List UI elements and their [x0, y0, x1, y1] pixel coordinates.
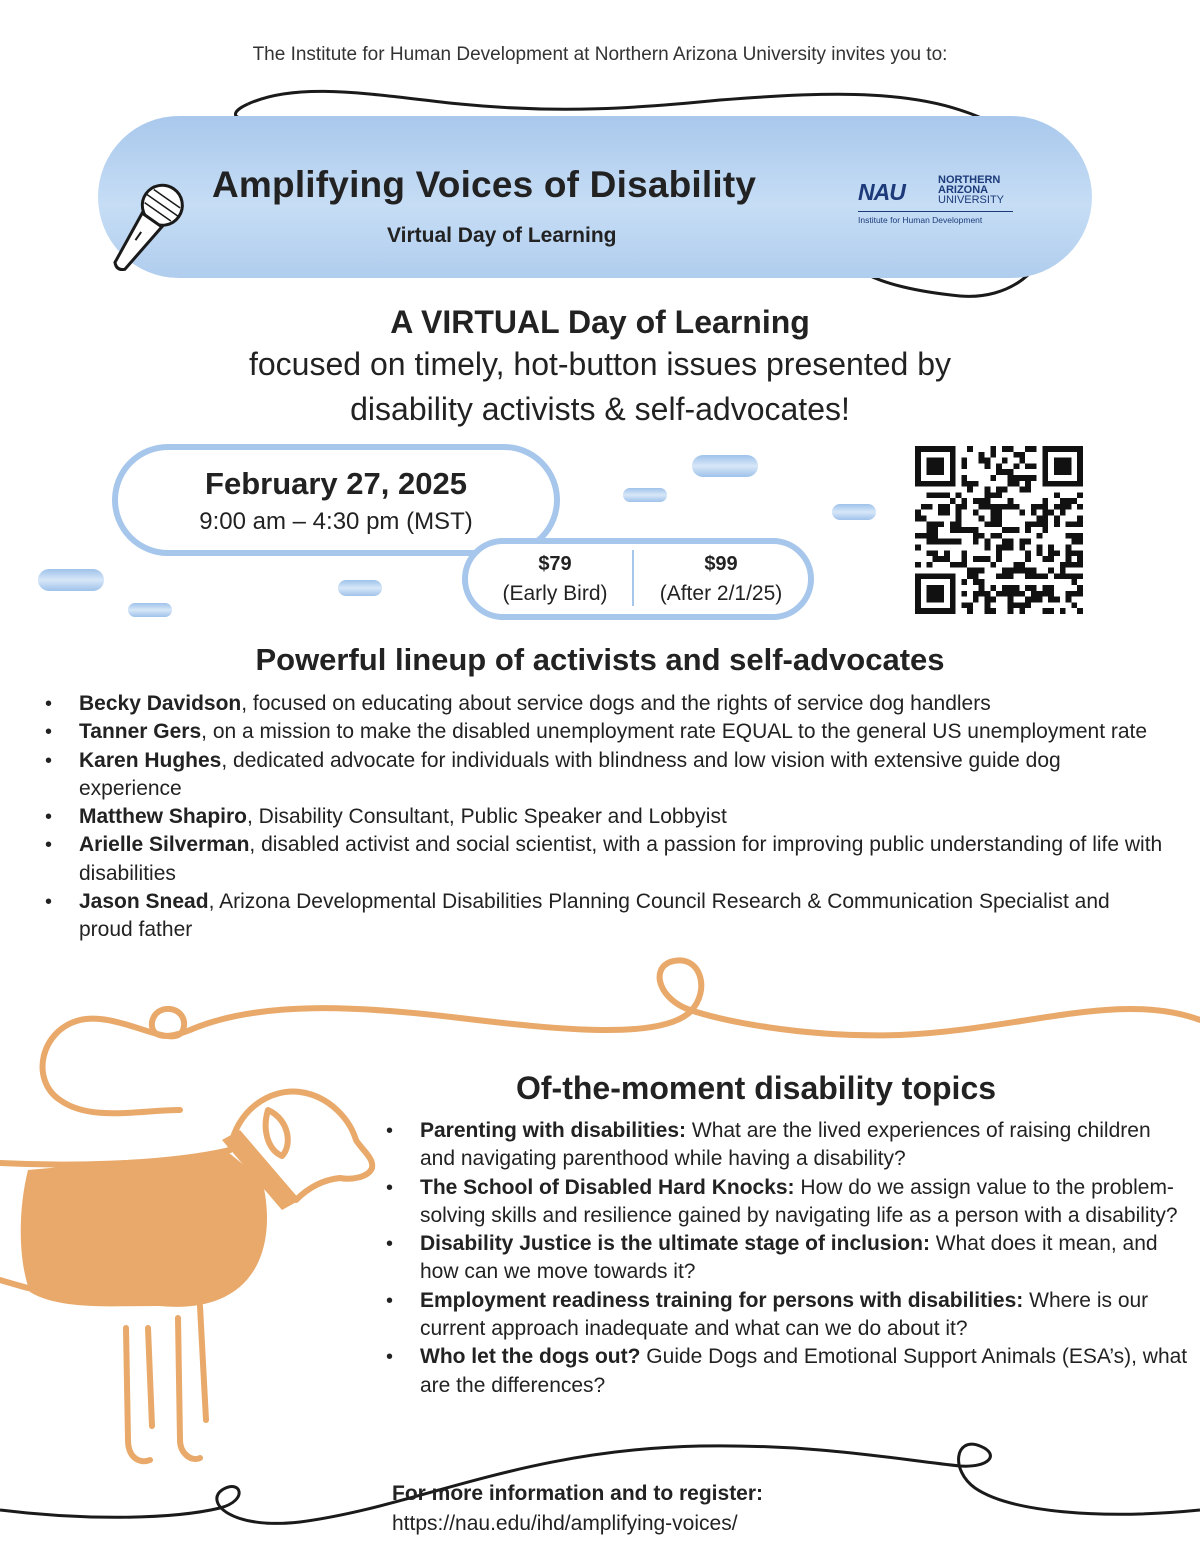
decorative-bubble [623, 488, 667, 502]
topic-name: Parenting with disabilities: [420, 1119, 687, 1142]
event-date: February 27, 2025 [205, 466, 467, 501]
qr-code-icon[interactable] [915, 446, 1083, 614]
price-label: (Early Bird) [502, 582, 608, 605]
speaker-desc: , focused on educating about service dogs and the rights of service dog handlers [241, 692, 991, 715]
speaker-desc: , Arizona Developmental Disabilities Planning Council Research & Communication Specialist and proud father [79, 890, 1110, 942]
topic-name: Who let the dogs out? [420, 1345, 641, 1369]
price-early-bird [470, 553, 640, 606]
topic-name: Employment readiness training for persons with disabilities: [420, 1288, 1024, 1312]
speaker-name: Becky Davidson [79, 692, 242, 715]
microphone-icon [92, 180, 192, 290]
invite-line: The Institute for Human Development at Northern Arizona University invites you to: [252, 44, 948, 65]
speaker-desc: , Disability Consultant, Public Speaker and Lobbyist [247, 805, 727, 829]
guide-dog-icon [0, 1070, 390, 1480]
list-item [420, 1174, 1190, 1231]
nau-logo-rule [858, 211, 1013, 212]
speaker-name: Jason Snead [79, 890, 209, 914]
topic-desc: Where is our current approach inadequate and what can we do about it? [420, 1288, 1149, 1341]
price-amount: $79 [538, 553, 572, 575]
price-divider [632, 550, 634, 606]
topic-desc: What are the lived experiences of raising children and navigating parenthood while having a disability? [420, 1119, 1151, 1171]
speaker-desc: , on a mission to make the disabled unemployment rate EQUAL to the general US unemployment rate [201, 720, 1148, 744]
register-link[interactable]: https://nau.edu/ihd/amplifying-voices/ [392, 1512, 738, 1535]
list-item [79, 690, 1169, 718]
list-item [79, 888, 1169, 945]
speaker-desc: , disabled activist and social scientist, with a passion for improving public understanding of life with disabilities [79, 833, 1163, 885]
decorative-bubble [338, 580, 382, 596]
topics-title: Of-the-moment disability topics [516, 1070, 997, 1106]
list-item [79, 747, 1169, 804]
nau-logo-name [938, 175, 1004, 205]
list-item [420, 1117, 1190, 1174]
speaker-name: Tanner Gers [79, 720, 202, 744]
nau-name-line1: NORTHERN [938, 174, 1001, 186]
decorative-bubble [38, 569, 104, 591]
lineup-title: Powerful lineup of activists and self-advocates [255, 642, 945, 677]
event-time: 9:00 am – 4:30 pm (MST) [199, 508, 473, 535]
nau-logo-mark: NAU [858, 179, 905, 205]
price-label: (After 2/1/25) [659, 582, 783, 605]
nau-name-line2: ARIZONA [938, 184, 989, 196]
lineup-list [79, 690, 1169, 945]
list-item [79, 831, 1169, 888]
list-item [420, 1343, 1190, 1400]
headline-line2: focused on timely, hot-button issues presented by [248, 346, 952, 382]
topic-name: The School of Disabled Hard Knocks: [420, 1175, 795, 1199]
register-label: For more information and to register: [392, 1482, 764, 1505]
headline-line3: disability activists & self-advocates! [350, 391, 850, 427]
nau-logo-institute: Institute for Human Development [858, 215, 983, 225]
event-subtitle: Virtual Day of Learning [387, 224, 617, 247]
speaker-name: Arielle Silverman [79, 833, 250, 857]
price-regular [636, 553, 806, 606]
event-title: Amplifying Voices of Disability [212, 164, 757, 205]
headline-line1: A VIRTUAL Day of Learning [390, 304, 810, 340]
list-item [420, 1230, 1190, 1287]
decorative-bubble [128, 603, 172, 617]
topic-desc: How do we assign value to the problem-solving skills and resilience gained by navigating life as a person with a disability? [420, 1175, 1178, 1227]
decorative-bubble [832, 504, 876, 520]
nau-name-line3: UNIVERSITY [938, 194, 1005, 206]
headline [0, 304, 1200, 431]
nau-logo [858, 175, 1018, 230]
topic-desc: Guide Dogs and Emotional Support Animals (ESA’s), what are the differences? [420, 1345, 1188, 1397]
speaker-desc: , dedicated advocate for individuals with blindness and low vision with extensive guide dog experience [79, 748, 1061, 800]
list-item [79, 718, 1169, 746]
topics-list [420, 1117, 1190, 1400]
speaker-name: Matthew Shapiro [79, 805, 248, 829]
topic-desc: What does it mean, and how can we move towards it? [420, 1232, 1158, 1284]
speaker-name: Karen Hughes [79, 748, 222, 772]
list-item [420, 1287, 1190, 1344]
topic-name: Disability Justice is the ultimate stage of inclusion: [420, 1232, 930, 1256]
list-item [79, 803, 1169, 831]
price-amount: $99 [704, 553, 738, 575]
decorative-bubble [692, 455, 758, 477]
